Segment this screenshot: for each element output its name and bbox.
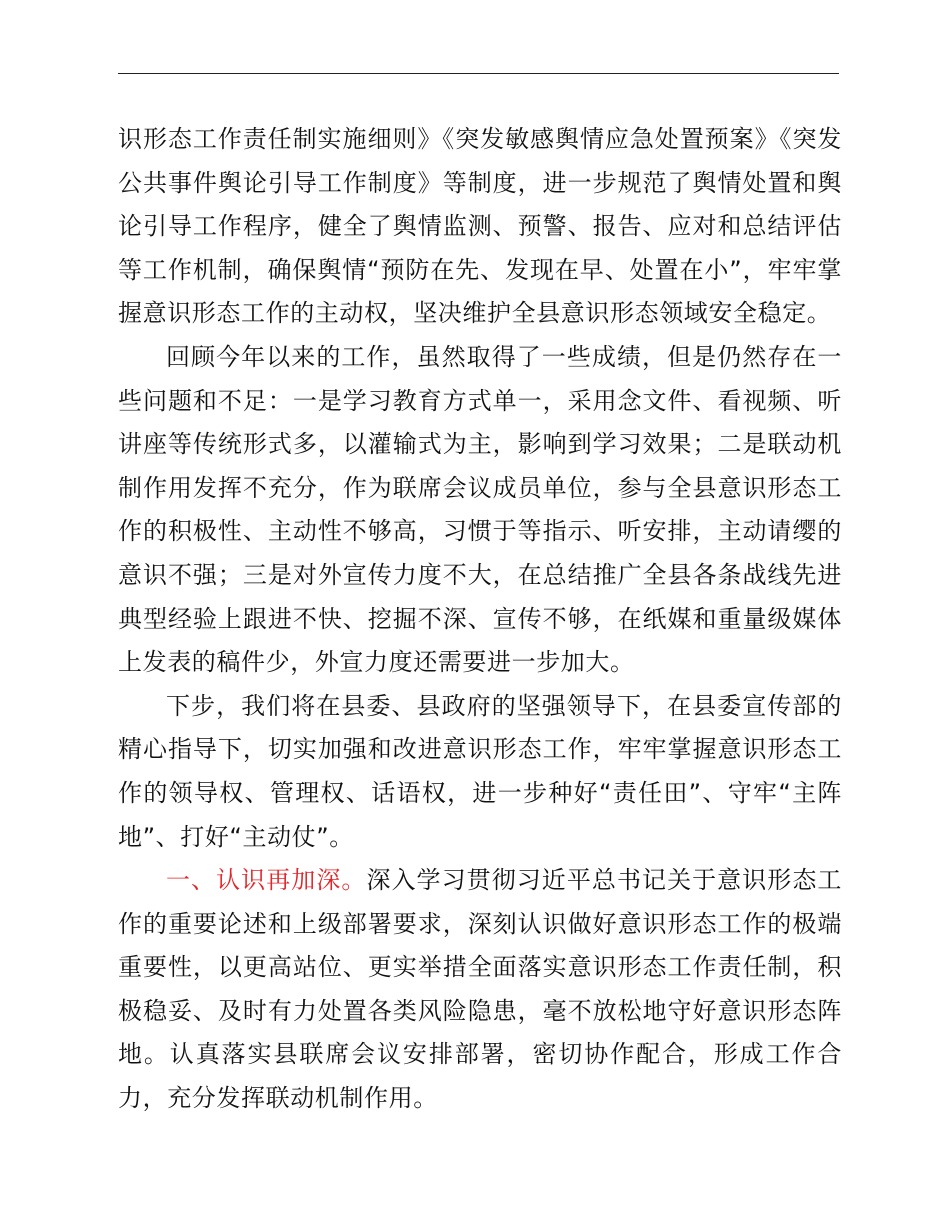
document-body (118, 118, 842, 1121)
section-one-body: 深入学习贯彻习近平总书记关于意识形态工作的重要论述和上级部署要求，深刻认识做好意识形态工作的极端重要性，以更高站位、更实举措全面落实意识形态工作责任制，积极稳妥、及时有力处置各类风险隐患，毫不放松地守好意识形态阵地。认真落实县联席会议安排部署，密切协作配合，形成工作合力，充分发挥联动机制作用。 (118, 866, 842, 1113)
paragraph-continued-regulations: 识形态工作责任制实施细则》《突发敏感舆情应急处置预案》《突发公共事件舆论引导工作制度》等制度，进一步规范了舆情处置和舆论引导工作程序，健全了舆情监测、预警、报告、应对和总结评估等工作机制，确保舆情“预防在先、发现在早、处置在小”，牢牢掌握意识形态工作的主动权，坚决维护全县意识形态领域安全稳定。 (118, 125, 842, 328)
section-heading-one: 一、认识再加深。 (166, 866, 367, 895)
paragraph-next-steps: 下步，我们将在县委、县政府的坚强领导下，在县委宣传部的精心指导下，切实加强和改进意识形态工作，牢牢掌握意识形态工作的领导权、管理权、话语权，进一步种好“责任田”、守牢“主阵地”、打好“主动仗”。 (118, 691, 842, 851)
header-rule (118, 73, 839, 74)
paragraph-review-problems: 回顾今年以来的工作，虽然取得了一些成绩，但是仍然存在一些问题和不足：一是学习教育方式单一，采用念文件、看视频、听讲座等传统形式多，以灌输式为主，影响到学习效果；二是联动机制作用发挥不充分，作为联席会议成员单位，参与全县意识形态工作的积极性、主动性不够高，习惯于等指示、听安排，主动请缨的意识不强；三是对外宣传力度不大，在总结推广全县各条战线先进典型经验上跟进不快、挖掘不深、宣传不够，在纸媒和重量级媒体上发表的稿件少，外宣力度还需要进一步加大。 (118, 342, 842, 677)
paragraph-section-one (118, 859, 842, 1121)
